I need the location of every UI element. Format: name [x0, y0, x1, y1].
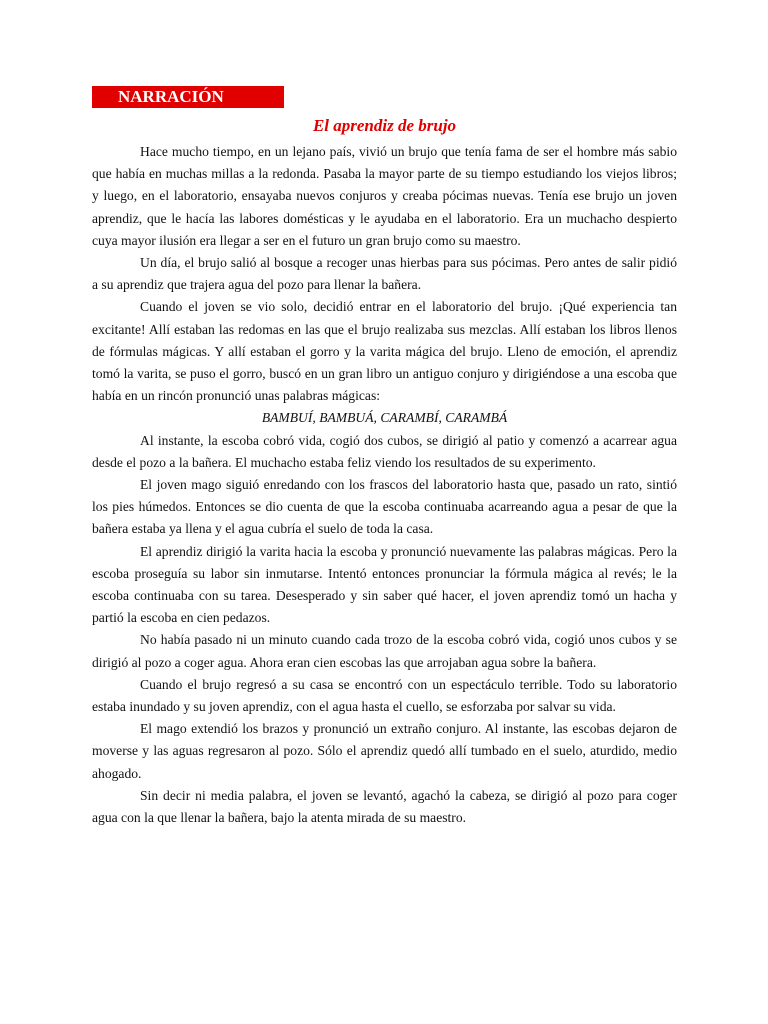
paragraph-1: Hace mucho tiempo, en un lejano país, vivió un brujo que tenía fama de ser el hombre más sabio que había en muchas millas a la redonda. Pasaba la mayor parte de su tiempo estudiando los viejos libros; y luego, en el laboratorio, ensayaba nuevos conjuros y creaba pócimas nuevas. Tenía ese brujo un joven aprendiz, que le hacía las labores domésticas y le ayudaba en el laboratorio. Era un muchacho despierto cuya mayor ilusión era llegar a ser en el futuro un gran brujo como su maestro.: [92, 144, 677, 248]
story-title: El aprendiz de brujo: [312, 116, 457, 135]
paragraph-5: El joven mago siguió enredando con los frascos del laboratorio hasta que, pasado un rato, sintió los pies húmedos. Entonces se dio cuenta de que la escoba continuaba acarreando agua a pesar de que la bañera estaba ya llena y el agua cubría el suelo de toda la casa.: [92, 477, 677, 537]
document-page: [92, 86, 677, 829]
paragraph-3: Cuando el joven se vio solo, decidió entrar en el laboratorio del brujo. ¡Qué experiencia tan excitante! Allí estaban las redomas en las que el brujo realizaba sus mezclas. Allí estaban los libros llenos de fórmulas mágicas. Y allí estaban el gorro y la varita mágica del brujo. Lleno de emoción, el aprendiz tomó la varita, se puso el gorro, buscó en un gran libro un antiguo conjuro y dirigiéndose a una escoba que había en un rincón pronunció unas palabras mágicas:: [92, 299, 677, 404]
section-label: NARRACIÓN: [92, 86, 284, 108]
paragraph-4: Al instante, la escoba cobró vida, cogió dos cubos, se dirigió al patio y comenzó a acarrear agua desde el pozo a la bañera. El muchacho estaba feliz viendo los resultados de su experimento.: [92, 432, 677, 470]
paragraph-10: Sin decir ni media palabra, el joven se levantó, agachó la cabeza, se dirigió al pozo para coger agua con la que llenar la bañera, bajo la atenta mirada de su maestro.: [92, 787, 677, 826]
magic-spell: BAMBUÍ, BAMBUÁ, CARAMBÍ, CARAMBÁ: [261, 410, 508, 426]
paragraph-9: El mago extendió los brazos y pronunció un extraño conjuro. Al instante, las escobas dejaron de moverse y las aguas regresaron al pozo. Sólo el aprendiz quedó allí tumbado en el suelo, aturdido, medio ahogado.: [92, 721, 677, 781]
paragraph-6: El aprendiz dirigió la varita hacia la escoba y pronunció nuevamente las palabras mágicas. Pero la escoba proseguía su labor sin inmutarse. Intentó entonces pronunciar la fórmula mágica al revés; le la escoba continuaba con su tarea. Desesperado y sin saber qué hacer, el joven aprendiz tomó un hacha y partió la escoba en cien pedazos.: [92, 543, 677, 626]
paragraph-7: No había pasado ni un minuto cuando cada trozo de la escoba cobró vida, cogió unos cubos y se dirigió al pozo a coger agua. Ahora eran cien escobas las que arrojaban agua sobre la bañera.: [92, 632, 677, 670]
paragraph-2: Un día, el brujo salió al bosque a recoger unas hierbas para sus pócimas. Pero antes de salir pidió a su aprendiz que trajera agua del pozo para llenar la bañera.: [92, 255, 677, 293]
paragraph-8: Cuando el brujo regresó a su casa se encontró con un espectáculo terrible. Todo su laboratorio estaba inundado y su joven aprendiz, con el agua hasta el cuello, se esforzaba por salvar su vida.: [92, 676, 677, 715]
